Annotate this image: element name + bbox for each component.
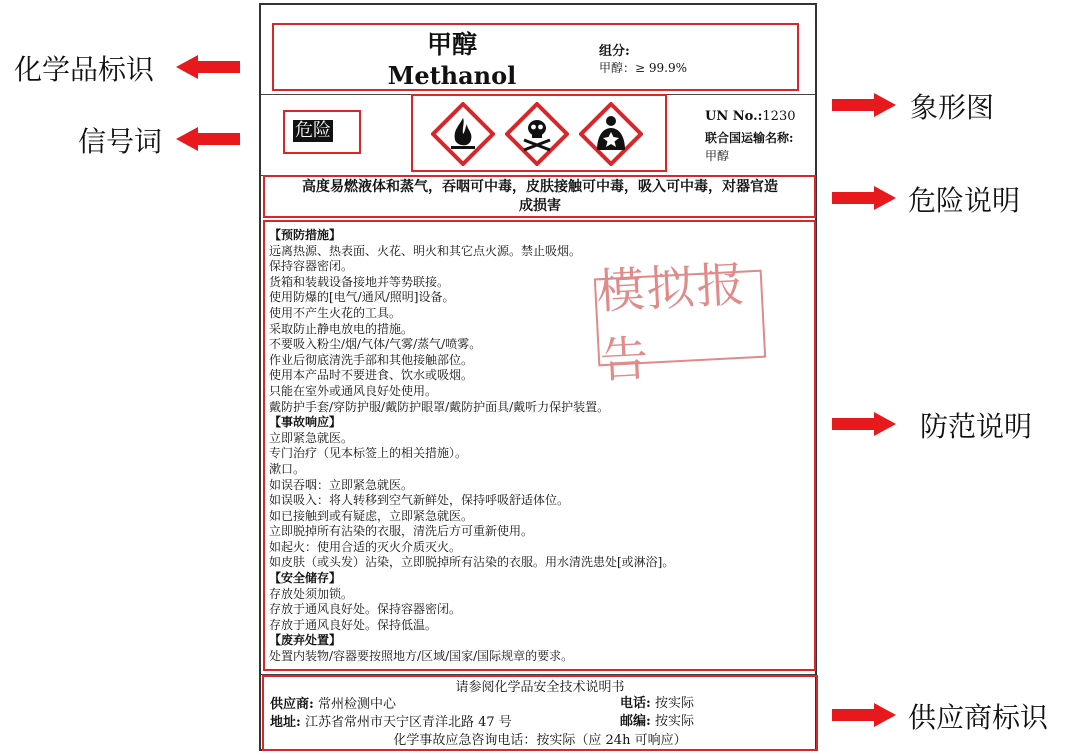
callout-pictogram: 象形图 [910,91,995,124]
callout-chemical-id: 化学品标识 [14,53,155,86]
supplier-value: 常州检测中心 [317,697,396,712]
list-item: 使用不产生火花的工具。 [269,305,402,320]
simulated-report-stamp: 模拟报告 [594,270,766,367]
arrow-right-icon [832,93,898,117]
list-item: 作业后彻底清洗手部和其他接触部位。 [269,352,474,367]
list-item: 立即紧急就医。 [269,430,354,445]
hazard-statement [270,178,810,216]
flame-icon [431,102,495,166]
address-value: 江苏省常州市天宁区青洋北路 47 号 [304,715,512,730]
composition-value: 甲醇：≥ 99.9% [599,61,687,75]
list-item: 使用本产品时不要进食、饮水或吸烟。 [269,368,474,383]
un-shipping-name-value: 甲醇 [705,149,730,163]
list-item: 远离热源、热表面、火花、明火和其它点火源。禁止吸烟。 [269,243,582,258]
product-name-cn: 甲醇 [426,30,477,59]
list-item: 如误吞咽：立即紧急就医。 [269,477,414,492]
address [270,711,512,730]
supplier-name [270,693,396,712]
emergency-phone [262,729,818,748]
list-item: 如已接触到或有疑虑，立即紧急就医。 [269,508,474,523]
list-item: 存放处须加锁。 [269,586,354,601]
signal-word: 危险 [295,120,331,141]
phone [620,692,694,711]
un-number-label: UN No.: [705,109,763,124]
list-item: 只能在室外或通风良好处使用。 [269,383,438,398]
phone-label: 电话: [620,696,651,711]
arrow-right-icon [832,703,898,727]
list-item: 不要吸入粉尘/烟/气体/气雾/蒸气/喷雾。 [269,337,482,352]
list-item: 存放于通风良好处。保持低温。 [269,617,438,632]
un-shipping-name-label: 联合国运输名称: [705,131,794,145]
health-hazard-icon [579,102,643,166]
arrow-right-icon [832,412,898,436]
address-label: 地址: [270,715,301,730]
composition-label: 组分: [599,44,630,59]
list-item: 戴防护手套/穿防护服/戴防护眼罩/戴防护面具/戴听力保护装置。 [269,399,610,414]
hazard-statement-line: 成损害 [519,198,561,214]
sds-note: 请参阅化学品安全技术说明书 [455,680,625,695]
arrow-left-icon [176,55,242,79]
list-item: 处置内装物/容器要按照地方/区域/国家/国际规章的要求。 [269,649,574,664]
list-item: 采取防止静电放电的措施。 [269,321,414,336]
emergency-label: 化学事故应急咨询电话： [393,733,537,748]
callout-supplier-id: 供应商标识 [908,701,1049,734]
arrow-left-icon [176,127,242,151]
section-title: 【预防措施】 [269,228,342,242]
product-name-en: Methanol [387,61,517,90]
list-item: 如皮肤（或头发）沾染，立即脱掉所有沾染的衣服。用水清洗患处[或淋浴]。 [269,555,675,570]
section-title: 【废弃处置】 [269,633,342,648]
list-item: 专门治疗（见本标签上的相关措施）。 [269,446,468,461]
un-number [705,109,796,124]
section-title: 【事故响应】 [269,415,342,430]
callout-hazard-statement: 危险说明 [908,184,1021,217]
list-item: 存放于通风良好处。保持容器密闭。 [269,602,462,617]
skull-crossbones-icon [505,102,569,166]
arrow-right-icon [832,186,898,210]
list-item: 货箱和装载设备接地并等势联接。 [269,274,450,289]
list-item: 立即脱掉所有沾染的衣服，清洗后方可重新使用。 [269,524,534,539]
list-item: 如起火：使用合适的灭火介质灭火。 [269,539,462,554]
list-item: 漱口。 [269,461,306,476]
postcode-value: 按实际 [654,714,694,729]
postcode [620,710,694,729]
hazard-statement-line: 高度易燃液体和蒸气，吞咽可中毒，皮肤接触可中毒，吸入可中毒，对器官造 [302,179,778,195]
emergency-value: 按实际（应 24h 可响应） [536,733,687,748]
postcode-label: 邮编: [620,714,651,729]
list-item: 保持容器密闭。 [269,259,354,274]
section-title: 【安全储存】 [269,571,342,586]
un-number-value: 1230 [762,109,796,124]
callout-precautionary-statement: 防范说明 [920,410,1033,443]
phone-value: 按实际 [654,696,694,711]
callout-signal-word: 信号词 [78,125,163,158]
list-item: 如误吸入：将人转移到空气新鲜处，保持呼吸舒适体位。 [269,493,570,508]
supplier-label: 供应商: [270,697,314,712]
list-item: 使用防爆的[电气/通风/照明]设备。 [269,290,455,305]
